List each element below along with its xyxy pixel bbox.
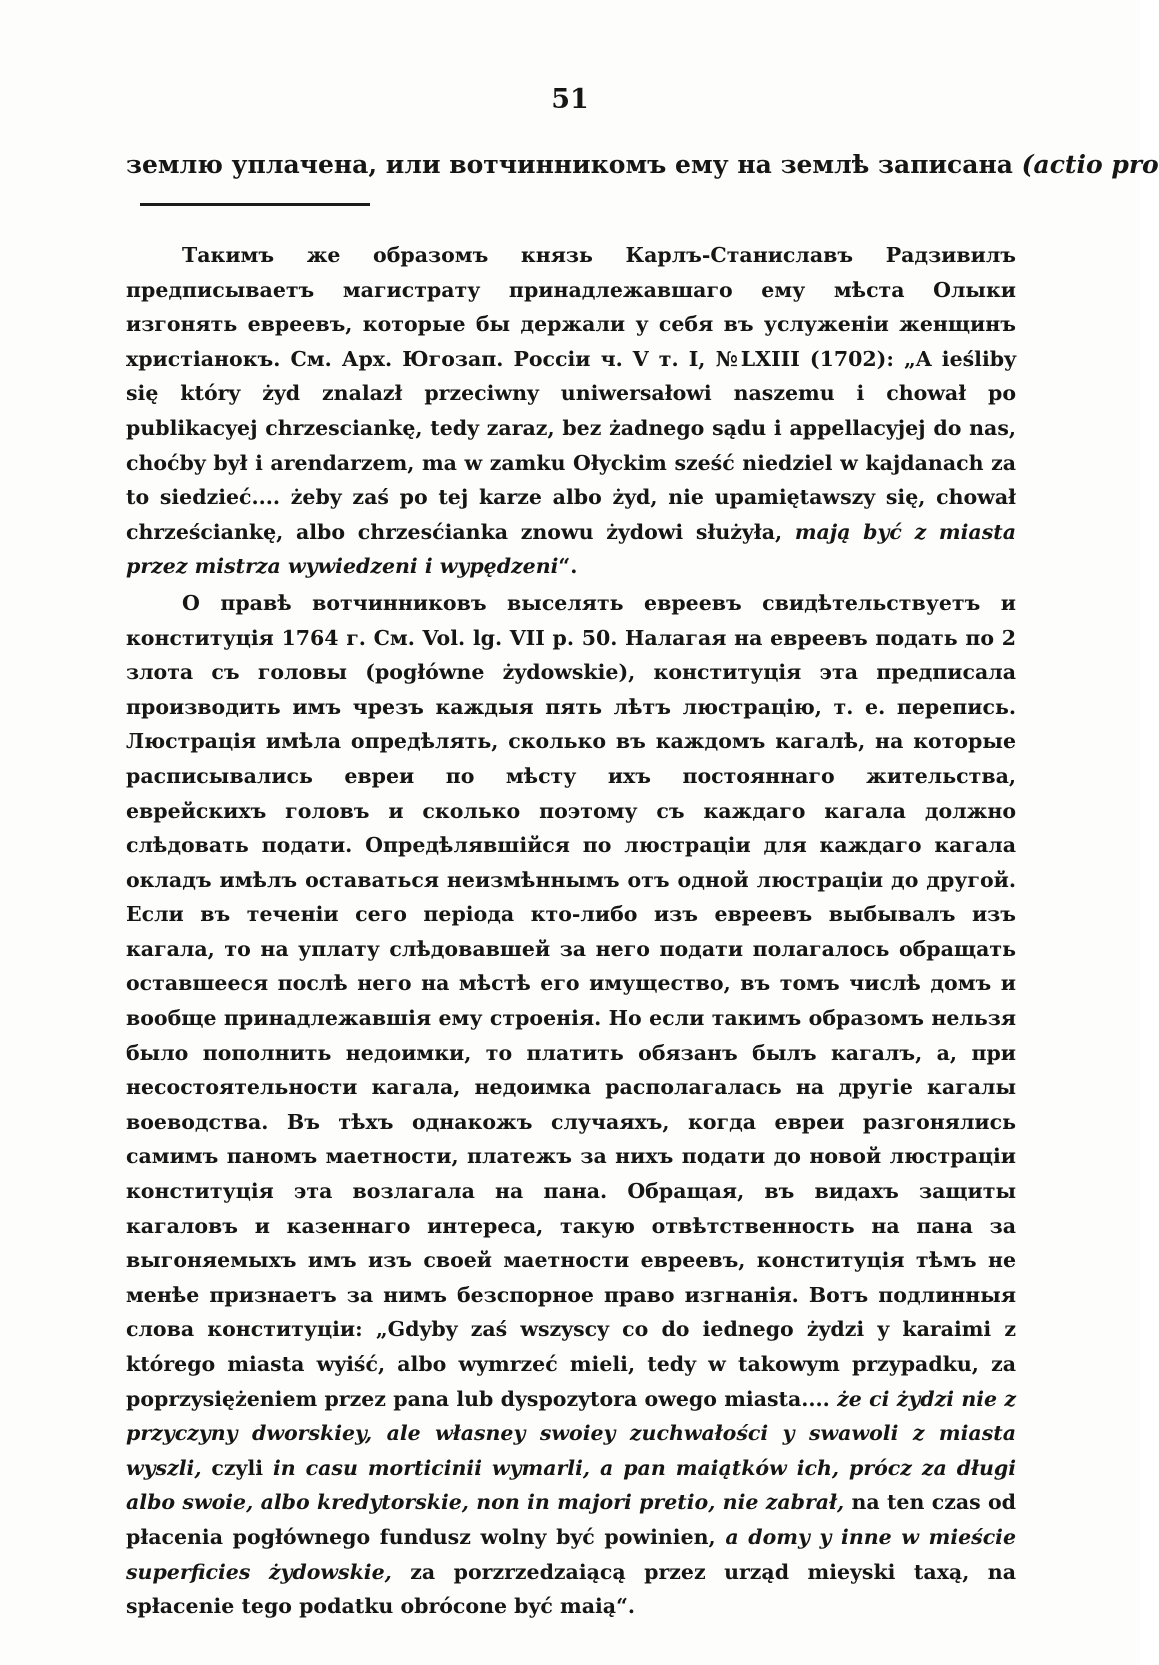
footnote-p1-italic: mają być z miasta przez mistrza wywiedzeni i wypędzeni <box>126 519 1016 579</box>
footnote-paragraph-2 <box>126 586 1016 1624</box>
footnote-p2-italic-f: a domy y inne w mieście superficies żydowskie, <box>126 1524 1017 1584</box>
main-text-continuation <box>126 148 1159 182</box>
footnote-p1-text: Такимъ же образомъ князь Карлъ-Станиславъ Радзивилъ предписываетъ магистрату принадлежавшаго ему мѣста Олыки изгонять евреевъ, которые бы держали у себя въ услуженіи женщинъ христіанокъ. См. Арх. Югозап. Россіи ч. V т. I, №LXIII (1702): „A ieśliby się który żyd znalazł przeciwny uniwersałowi naszemu i chował po publikacyej chrzesciankę, tedy zaraz, bez żadnego sądu i appellacyjej do nas, choćby był i arendarzem, ma w zamku Ołyckim sześć niedziel w kajdanach za to siedzieć.... żeby zaś po tej karze albo żyd, nie upamiętawszy się, chował chrześciankę, albo chrzesćianka znowu żydowi służyła, <box>126 243 1016 544</box>
page-number: 51 <box>551 84 589 115</box>
footnote-separator-rule <box>140 203 370 206</box>
footnote-block <box>126 238 1016 1624</box>
footnote-p1-end: “. <box>558 554 578 579</box>
footnote-p2-text-c: czyli <box>201 1455 274 1480</box>
footnote-paragraph-1 <box>126 238 1016 584</box>
continuation-text: землю уплачена, или вотчинникомъ ему на землѣ записана <box>126 150 1022 179</box>
footnote-p2-text-g: za porzrzedzaiącą przez urząd mieyski taxą, na spłacenie tego podatku obrócone być maią“. <box>126 1559 1016 1619</box>
footnote-p2-italic-d: in casu morticinii wymarli, a pan maiątków ich, prócz za długi albo swoie, albo kredytorskie, non in majori pretio, nie zabrał, <box>126 1455 1017 1515</box>
footnote-p2-text-e: na ten czas od płacenia pogłównego fundusz wolny być powinien, <box>126 1490 1017 1549</box>
footnote-p2-italic-b: że ci żydzi nie z przyczyny dworskiey, ale własney swoiey zuchwałości y swawoli z miasta wyszli, <box>126 1386 1016 1480</box>
footnote-p2-text-a: О правѣ вотчинниковъ выселять евреевъ свидѣтельствуетъ и конституція 1764 г. См. Vol. lg. VII p. 50. Налагая на евреевъ подать по 2 злота съ головы (pogłówne żydowskie), конституція эта предписала производить имъ чрезъ каждыя пять лѣтъ люстрацію, т. е. перепись. Люстрація имѣла опредѣлять, сколько въ каждомъ кагалѣ, на которые расписывались евреи по мѣсту ихъ постояннаго жительства, еврейскихъ головъ и сколько поэтому съ каждаго кагала должно слѣдовать подати. Опредѣлявшійся по люстраціи для каждаго кагала окладъ имѣлъ оставаться неизмѣннымъ отъ одной люстраціи до другой. Если въ теченіи сего періода кто-либо изъ евреевъ выбывалъ изъ кагала, то на уплату слѣдовавшей за него подати полагалось обращать оставшееся послѣ него на мѣстѣ его имущество, въ томъ числѣ домъ и вообще принадлежавшія ему строенія. Но если такимъ образомъ нельзя было пополнить недоимки, то платить обязанъ былъ кагалъ, а, при несостоятельности кагала, недоимка располагалась на другіе кагалы воеводства. Въ тѣхъ однакожъ случаяхъ, когда евреи разгонялись самимъ паномъ маетности, платежъ за нихъ подати до новой люстраціи конституція эта возлагала на пана. Обращая, въ видахъ защиты кагаловъ и казеннаго интереса, такую отвѣтственность на пана за выгоняемыхъ имъ изъ своей маетности евреевъ, конституція тѣмъ не менѣе признаетъ за нимъ безспорное право изгнанія. Вотъ подлинныя слова конституціи: „Gdyby zaś wszyscy co do iednego żydzi y karaimi z którego miasta wyiść, albo wymrzeć mieli, tedy w takowym przypadku, za poprzysiężeniem przez pana lub dyspozytora owego miasta.... <box>126 590 1016 1411</box>
continuation-italic-text: (actio pro <box>1021 150 1159 179</box>
